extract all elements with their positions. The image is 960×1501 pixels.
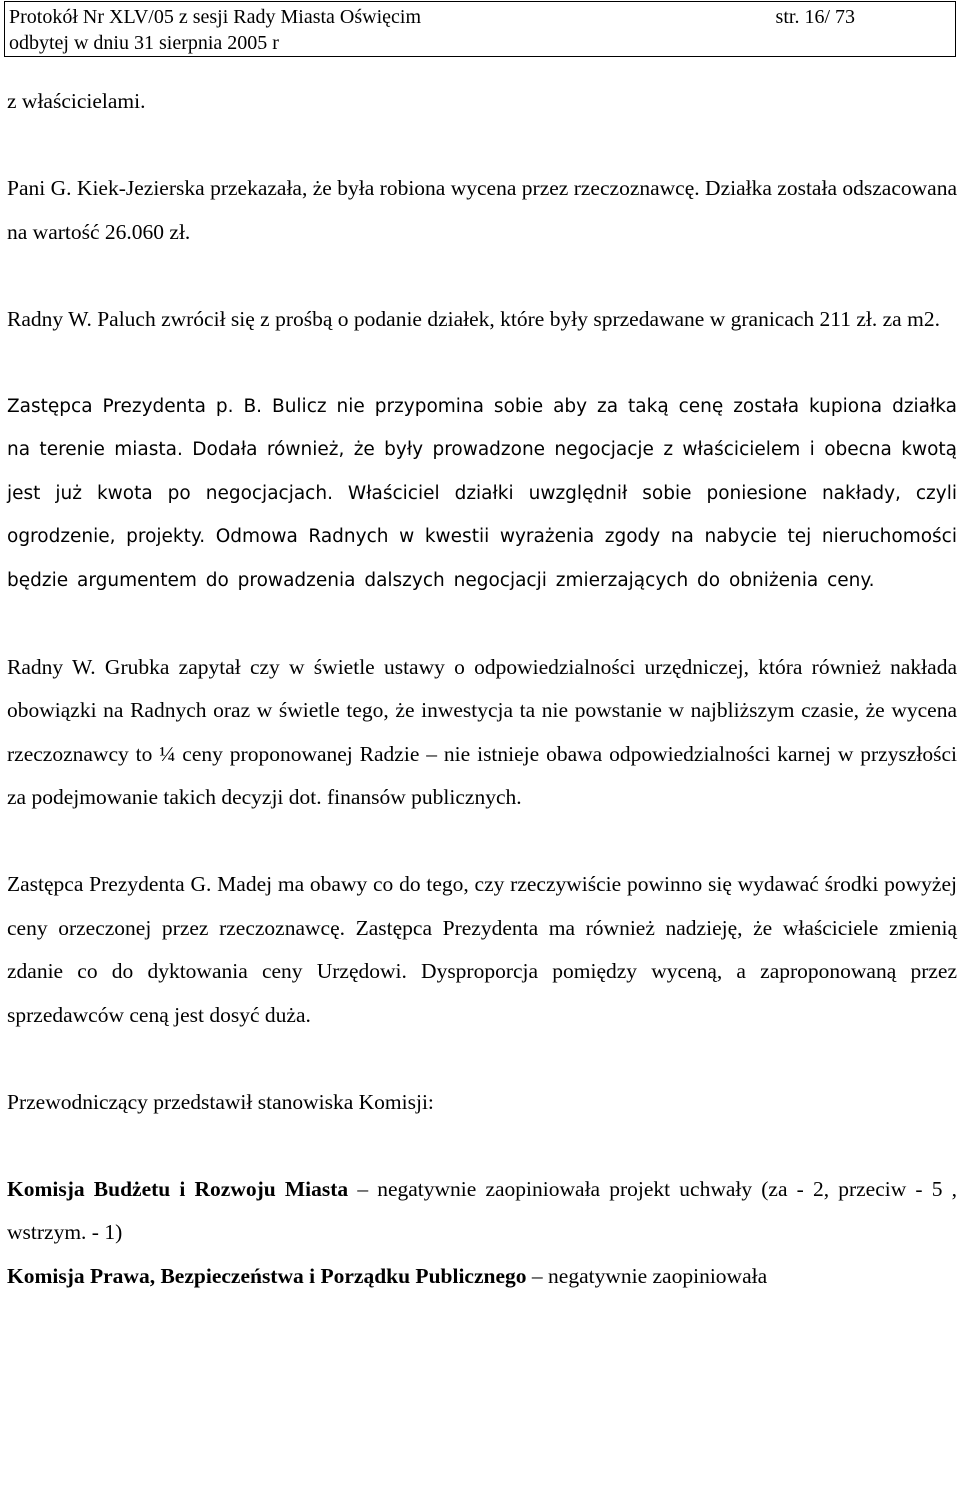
commission-name: Komisja Prawa, Bezpieczeństwa i Porządku Publicznego [7,1263,527,1288]
commission-opinion-text: – negatywnie zaopiniowała [526,1263,768,1288]
paragraph: Zastępca Prezydenta p. B. Bulicz nie przypomina sobie aby za taką cenę została kupiona działka na terenie miasta. Dodała również, że były prowadzone negocjacje z właścicielem i obecna kwotą jest już kwota po negocjacjach. Właściciel działki uwzględnił sobie poniesione nakłady, czyli ogrodzenie, projekty. Odmowa Radnych w kwestii wyrażenia zgody na nabycie tej nieruchomości będzie argumentem do prowadzenia dalszych negocjacji zmierzających do obniżenia ceny. [7,395,957,591]
commission-opinion [7,1255,957,1299]
session-date: odbytej w dniu 31 sierpnia 2005 r [9,32,279,54]
paragraph: Radny W. Paluch zwrócił się z prośbą o podanie działek, które były sprzedawane w granicach 211 zł. za m2. [7,306,940,331]
paragraph: Zastępca Prezydenta G. Madej ma obawy co do tego, czy rzeczywiście powinno się wydawać środki powyżej ceny orzeczonej przez rzeczoznawcę. Zastępca Prezydenta ma również nadzieję, że właściciele zmienią zdanie co do dyktowania ceny Urzędowi. Dysproporcja pomiędzy wyceną, a zaproponowaną przez sprzedawców ceną jest dosyć duża. [7,872,957,1027]
paragraph: z właścicielami. [7,89,146,113]
protocol-title: Protokół Nr XLV/05 z sesji Rady Miasta Oświęcim [9,6,422,28]
header-line-2 [9,30,951,56]
paragraph: Przewodniczący przedstawił stanowiska Komisji: [7,1089,434,1114]
paragraph: Radny W. Grubka zapytał czy w świetle ustawy o odpowiedzialności urzędniczej, która również nakłada obowiązki na Radnych oraz w świetle tego, że inwestycja ta nie powstanie w najbliższym czasie, że wycena rzeczoznawcy to ¼ ceny proponowanej Radzie – nie istnieje obawa odpowiedzialności karnej w przyszłości za podejmowanie takich decyzji dot. finansów publicznych. [7,654,957,809]
commission-name: Komisja Budżetu i Rozwoju Miasta [7,1176,349,1201]
document-body [7,80,957,1298]
header-line-1 [9,4,951,30]
paragraph: Pani G. Kiek-Jezierska przekazała, że była robiona wycena przez rzeczoznawcę. Działka została odszacowana na wartość 26.060 zł. [7,176,957,244]
page-number: str. 16/ 73 [775,6,855,28]
commission-opinion [7,1168,957,1255]
commission-opinion-text: – negatywnie zaopiniowała projekt uchwały (za - 2, przeciw - 5 , wstrzym. - 1) [7,1176,957,1244]
document-header [4,1,956,57]
